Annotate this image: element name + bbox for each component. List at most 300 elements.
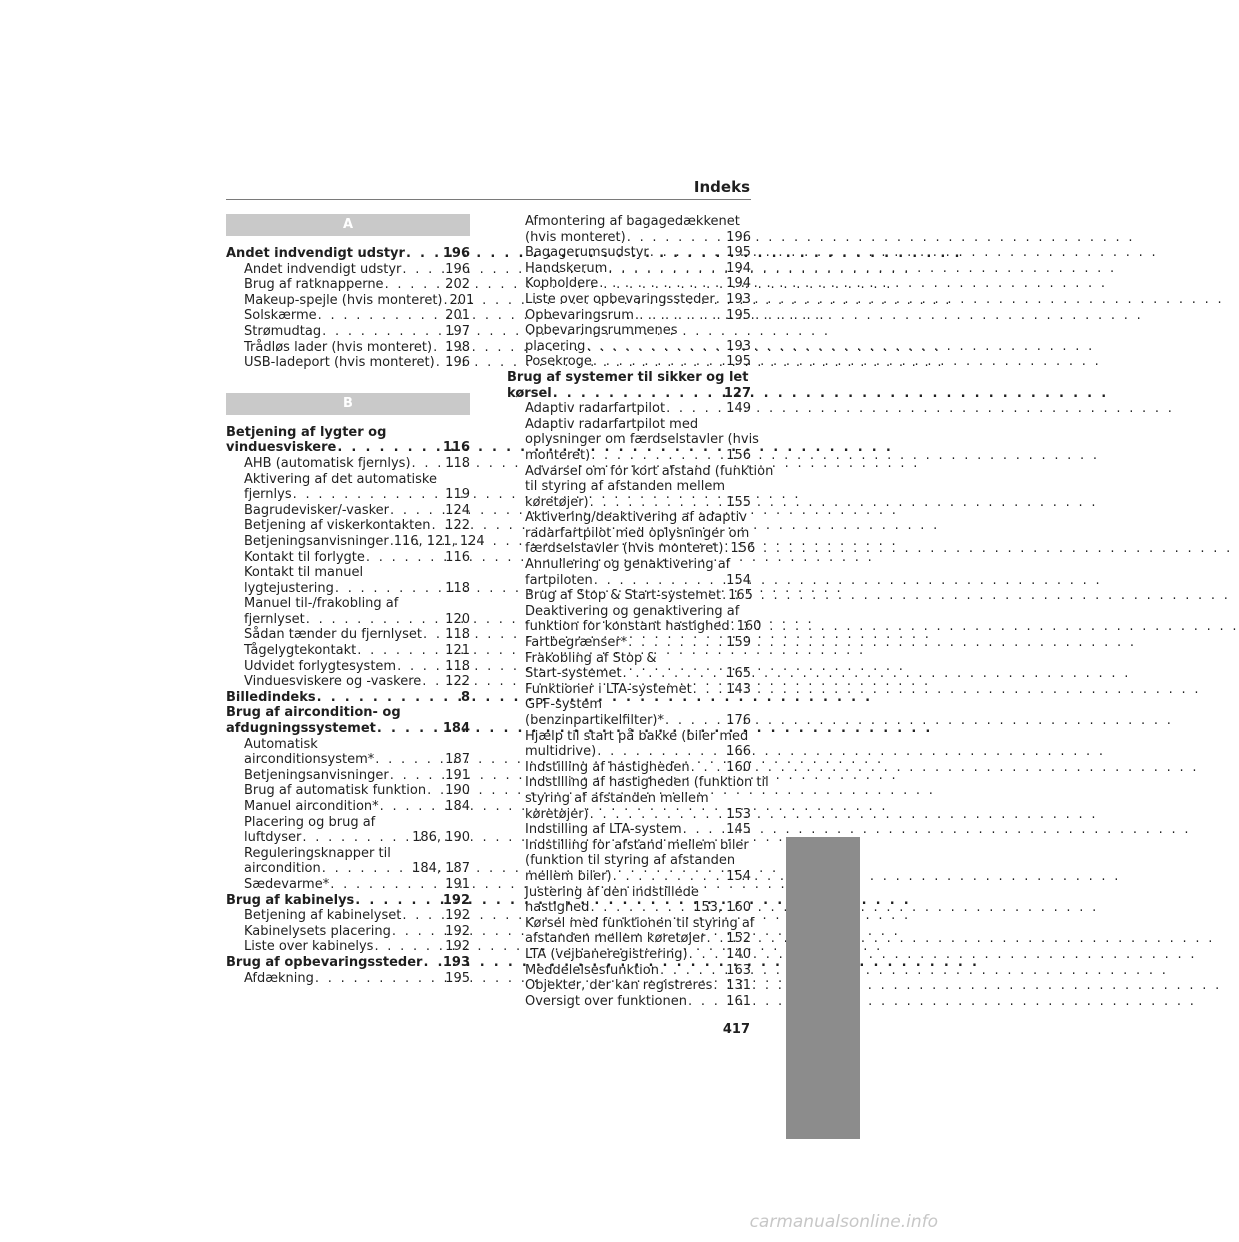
index-entry-sub[interactable] bbox=[226, 971, 470, 987]
dot-leader bbox=[612, 869, 727, 885]
index-entry-sub-line: (funktion til styring af afstanden bbox=[525, 853, 736, 869]
index-entry-sub[interactable] bbox=[226, 292, 475, 309]
index-entry-sub-line: Indstilling af hastigheden (funktion til bbox=[525, 775, 769, 791]
index-entry-sub-line: Opbevaringsrummenes bbox=[525, 323, 678, 339]
dot-leader bbox=[589, 900, 693, 916]
index-entry-sub[interactable] bbox=[507, 963, 751, 979]
dot-leader bbox=[552, 386, 724, 402]
entry-label: Udvidet forlygtesystem bbox=[244, 658, 397, 674]
entry-page: 196 bbox=[442, 246, 470, 261]
entry-page: 156 bbox=[726, 447, 751, 463]
dot-leader bbox=[626, 230, 726, 246]
index-entry-sub[interactable] bbox=[507, 401, 751, 417]
index-entry-sub[interactable] bbox=[507, 900, 751, 916]
entry-label: afstanden mellem køretøjer bbox=[525, 931, 706, 947]
entry-label: Brug af ratknapperne bbox=[244, 277, 384, 293]
dot-leader bbox=[384, 277, 446, 293]
entry-page: 166 bbox=[726, 744, 751, 760]
entry-label: Betjening af kabinelyset bbox=[244, 908, 402, 924]
index-entry-sub[interactable] bbox=[507, 495, 751, 511]
entry-page: 122 bbox=[445, 518, 470, 534]
dot-leader bbox=[379, 799, 446, 815]
entry-page: 124 bbox=[445, 502, 470, 518]
entry-label: køretøjer) bbox=[525, 806, 589, 822]
entry-label: fartpiloten bbox=[525, 572, 593, 588]
dot-leader bbox=[665, 401, 726, 417]
entry-label: fjernlyset bbox=[244, 611, 305, 627]
index-entry-main-line: Brug af systemer til sikker og let bbox=[507, 369, 749, 385]
dot-leader bbox=[589, 807, 727, 823]
index-entry-sub-line: Reguleringsknapper til bbox=[244, 845, 391, 861]
index-entry-sub[interactable] bbox=[507, 760, 751, 776]
dot-leader bbox=[592, 354, 726, 370]
dot-leader bbox=[321, 324, 445, 340]
index-column-left bbox=[226, 214, 485, 986]
index-entry-sub[interactable] bbox=[226, 908, 470, 924]
entry-label: Solskærme bbox=[244, 308, 317, 324]
dot-leader bbox=[316, 690, 461, 706]
index-entry-sub[interactable] bbox=[226, 768, 470, 784]
index-entry-sub[interactable] bbox=[507, 354, 751, 370]
entry-label: placering bbox=[525, 338, 586, 354]
index-entry-sub-line: til styring af afstanden mellem bbox=[525, 479, 726, 495]
entry-label: Brug af Stop & Start-systemet bbox=[525, 588, 722, 604]
index-entry-sub-line: Annullering og genaktivering af bbox=[525, 557, 731, 573]
entry-page: 161 bbox=[726, 993, 751, 1009]
entry-label: Andet indvendigt udstyr bbox=[226, 246, 405, 261]
index-entry-sub[interactable] bbox=[226, 830, 470, 846]
index-entry-sub[interactable] bbox=[226, 487, 470, 503]
dot-leader bbox=[354, 893, 443, 909]
index-entry-main-line: Brug af aircondition- og bbox=[226, 705, 401, 721]
entry-label: Liste over opbevaringssteder bbox=[525, 291, 715, 307]
entry-label: mellem biler) bbox=[525, 868, 612, 884]
letter-heading-b: B bbox=[226, 393, 470, 415]
entry-label: airconditionsystem* bbox=[244, 752, 375, 768]
entry-page: 118 bbox=[445, 580, 470, 596]
dot-leader bbox=[430, 518, 445, 534]
index-entry-sub[interactable] bbox=[226, 533, 485, 550]
entry-label: Billedindeks bbox=[226, 689, 316, 705]
entry-page: 155 bbox=[726, 494, 751, 510]
dot-leader bbox=[443, 293, 450, 309]
index-entry-main[interactable] bbox=[226, 690, 470, 706]
index-entry-main[interactable] bbox=[226, 893, 470, 909]
index-entry-sub-line: Aktivering/deaktivering af adaptiv bbox=[525, 510, 747, 526]
index-entry-sub[interactable] bbox=[507, 230, 751, 246]
entry-page: 201 bbox=[449, 292, 475, 308]
entry-page: 184, 187 bbox=[412, 861, 470, 877]
index-entry-sub[interactable] bbox=[226, 783, 470, 799]
index-entry-sub[interactable] bbox=[226, 861, 470, 877]
entry-page: 196 bbox=[445, 355, 470, 371]
dot-leader bbox=[723, 541, 730, 557]
entry-page: 201 bbox=[445, 308, 470, 324]
entry-page: 121 bbox=[445, 643, 470, 659]
entry-page: 154 bbox=[726, 868, 751, 884]
entry-page: 195 bbox=[445, 970, 470, 986]
dot-leader bbox=[396, 659, 445, 675]
entry-page: 192 bbox=[445, 923, 470, 939]
dot-leader bbox=[712, 978, 726, 994]
dot-leader bbox=[590, 448, 726, 464]
entry-label: Handskerum bbox=[525, 260, 608, 276]
dot-leader bbox=[622, 666, 727, 682]
dot-leader bbox=[356, 643, 445, 659]
index-entry-sub[interactable] bbox=[507, 588, 751, 604]
entry-page: 184 bbox=[445, 799, 470, 814]
entry-label: hastighed bbox=[525, 900, 590, 916]
entry-label: Sædevarme* bbox=[244, 876, 330, 892]
index-entry-sub[interactable] bbox=[507, 947, 751, 963]
entry-page: 198 bbox=[445, 339, 470, 355]
entry-label: Trådløs lader (hvis monteret) bbox=[244, 339, 433, 355]
entry-label: Meddelelsesfunktion bbox=[525, 962, 659, 978]
entry-page: 116, 121, 124 bbox=[393, 533, 485, 549]
entry-label: multidrive) bbox=[525, 744, 597, 760]
entry-label: aircondition bbox=[244, 861, 321, 877]
entry-label: funktion for konstant hastighed bbox=[525, 619, 730, 635]
entry-page: 153 bbox=[726, 806, 751, 822]
index-entry-sub[interactable] bbox=[507, 666, 751, 682]
index-entry-main[interactable] bbox=[226, 246, 470, 262]
entry-page: 193 bbox=[726, 338, 751, 354]
entry-label: Start-systemet bbox=[525, 666, 622, 682]
index-entry-sub-line: Afmontering af bagagedækkenet bbox=[525, 214, 740, 229]
entry-page: 191 bbox=[445, 767, 470, 783]
entry-page: 154 bbox=[726, 572, 751, 588]
index-entry-sub[interactable] bbox=[226, 627, 470, 643]
entry-page: 8 bbox=[460, 689, 470, 705]
index-entry-sub-line: Advarsel om for kort afstand (funktion bbox=[525, 463, 774, 479]
dot-leader bbox=[292, 487, 446, 503]
entry-page: 165 bbox=[728, 588, 753, 604]
index-entry-sub[interactable] bbox=[226, 674, 470, 690]
entry-label: fjernlys bbox=[244, 487, 292, 503]
entry-label: Opbevaringsrum bbox=[525, 307, 634, 323]
dot-leader bbox=[389, 503, 445, 519]
index-entry-sub[interactable] bbox=[226, 752, 470, 768]
dot-leader bbox=[329, 877, 445, 893]
index-entry-sub[interactable] bbox=[507, 807, 751, 823]
dot-leader bbox=[334, 581, 445, 597]
letter-heading-a: A bbox=[226, 214, 470, 236]
entry-label: Tågelygtekontakt bbox=[244, 643, 357, 659]
index-entry-sub[interactable] bbox=[226, 518, 470, 534]
entry-label: Brug af automatisk funktion bbox=[244, 783, 427, 799]
dot-leader bbox=[649, 245, 726, 261]
entry-page: 192 bbox=[445, 939, 470, 955]
entry-page: 127 bbox=[723, 385, 751, 401]
index-entry-sub[interactable] bbox=[226, 924, 470, 940]
index-entry-sub[interactable] bbox=[226, 581, 470, 597]
entry-page: 131 bbox=[726, 978, 751, 994]
index-entry-sub-line: Adaptiv radarfartpilot med bbox=[525, 416, 699, 432]
dot-leader bbox=[301, 830, 412, 846]
entry-label: Vinduesviskere og -vaskere bbox=[244, 674, 422, 690]
index-entry-sub-line: Placering og brug af bbox=[244, 814, 376, 830]
entry-page: 193 bbox=[726, 291, 751, 307]
entry-label: Oversigt over funktionen bbox=[525, 993, 687, 1009]
dot-leader bbox=[589, 495, 727, 511]
entry-page: 194 bbox=[726, 260, 751, 276]
index-entry-sub-line: Frakobling af Stop & bbox=[525, 650, 657, 666]
entry-label: Kontakt til forlygte bbox=[244, 549, 365, 565]
entry-page: 156 bbox=[730, 541, 756, 557]
page-number: 417 bbox=[722, 1022, 750, 1037]
index-entry-sub-line: radarfartpilot med oplysninger om bbox=[525, 525, 750, 541]
index-entry-sub[interactable] bbox=[507, 994, 751, 1010]
page-header-title: Indeks bbox=[693, 178, 750, 196]
entry-label: Indstilling af hastigheden bbox=[525, 759, 690, 775]
dot-leader bbox=[607, 261, 726, 277]
dot-leader bbox=[715, 292, 726, 308]
watermark: carmanualsonline.info bbox=[749, 1212, 938, 1232]
entry-page: 118 bbox=[445, 455, 470, 471]
index-entry-sub-line: oplysninger om færdselstavler (hvis bbox=[525, 432, 759, 448]
dot-leader bbox=[721, 588, 728, 604]
index-entry-sub-line: styring af afstanden mellem bbox=[525, 790, 709, 806]
entry-page: 195 bbox=[726, 245, 751, 261]
entry-label: Bagrudevisker/-vasker bbox=[244, 502, 390, 518]
entry-page: 152 bbox=[726, 931, 751, 947]
entry-label: Sådan tænder du fjernlyset bbox=[244, 627, 422, 643]
entry-label: Afdækning bbox=[244, 970, 314, 986]
entry-page: 163 bbox=[726, 962, 751, 978]
dot-leader bbox=[422, 955, 442, 971]
dot-leader bbox=[401, 908, 445, 924]
entry-page: 118 bbox=[445, 627, 470, 643]
index-entry-sub-line: Kørsel med funktionen til styring af bbox=[525, 915, 755, 931]
entry-page: 160 bbox=[726, 759, 751, 775]
index-entry-sub[interactable] bbox=[507, 619, 762, 635]
index-entry-sub[interactable] bbox=[507, 541, 756, 557]
dot-leader bbox=[373, 939, 445, 955]
entry-page: 191 bbox=[445, 876, 470, 892]
dot-leader bbox=[317, 308, 446, 324]
dot-leader bbox=[421, 674, 445, 690]
index-entry-sub[interactable] bbox=[507, 276, 751, 292]
entry-page: 196 bbox=[726, 229, 751, 245]
index-entry-sub[interactable] bbox=[507, 448, 751, 464]
entry-label: LTA (vejbaneregistrering) bbox=[525, 946, 688, 962]
entry-page: 159 bbox=[726, 635, 751, 651]
entry-label: lygtejustering bbox=[244, 580, 334, 596]
dot-leader bbox=[336, 440, 443, 456]
dot-leader bbox=[692, 682, 727, 698]
entry-label: Betjeningsanvisninger bbox=[244, 533, 389, 549]
chapter-side-tab bbox=[786, 837, 860, 1139]
entry-label: Fartbegrænser* bbox=[525, 635, 628, 651]
index-entry-sub[interactable] bbox=[507, 822, 751, 838]
index-entry-sub[interactable] bbox=[226, 659, 470, 675]
entry-label: monteret) bbox=[525, 447, 591, 463]
index-entry-sub-line: Justering af den indstillede bbox=[525, 884, 699, 900]
entry-label: Brug af opbevaringssteder bbox=[226, 954, 423, 970]
dot-leader bbox=[401, 262, 445, 278]
dot-leader bbox=[634, 308, 726, 324]
index-entry-sub[interactable] bbox=[507, 261, 751, 277]
index-entry-sub-line: GPF-system bbox=[525, 697, 603, 713]
entry-label: Objekter, der kan registreres bbox=[525, 978, 713, 994]
index-entry-sub[interactable] bbox=[226, 324, 470, 340]
index-entry-sub[interactable] bbox=[507, 978, 751, 994]
index-entry-sub[interactable] bbox=[507, 931, 751, 947]
entry-page: 153, 160 bbox=[693, 900, 751, 916]
index-entry-sub[interactable] bbox=[226, 456, 470, 472]
entry-page: 116 bbox=[445, 549, 470, 565]
entry-label: afdugningssystemet bbox=[226, 721, 376, 737]
index-entry-sub[interactable] bbox=[226, 643, 470, 659]
entry-label: færdselstavler (hvis monteret) bbox=[525, 541, 724, 557]
entry-page: 194 bbox=[726, 276, 751, 292]
dot-leader bbox=[627, 635, 726, 651]
index-entry-main[interactable] bbox=[226, 721, 470, 737]
dot-leader bbox=[659, 963, 726, 979]
entry-page: 193 bbox=[442, 954, 470, 970]
index-entry-sub-line: Deaktivering og genaktivering af bbox=[525, 603, 740, 619]
index-entry-sub[interactable] bbox=[226, 355, 470, 371]
index-entry-sub[interactable] bbox=[507, 308, 751, 324]
entry-page: 195 bbox=[726, 307, 751, 323]
entry-label: Brug af kabinelys bbox=[226, 892, 355, 908]
index-entry-sub[interactable] bbox=[507, 339, 751, 355]
entry-label: Kopholdere bbox=[525, 276, 599, 292]
entry-page: 190 bbox=[445, 783, 470, 799]
entry-page: 140 bbox=[726, 946, 751, 962]
dot-leader bbox=[596, 744, 726, 760]
index-entry-main-line: Betjening af lygter og bbox=[226, 424, 387, 440]
entry-page: 187 bbox=[445, 752, 470, 768]
dot-leader bbox=[730, 619, 737, 635]
entry-page: 176 bbox=[726, 713, 751, 728]
entry-label: Liste over kabinelys bbox=[244, 939, 374, 955]
entry-label: Adaptiv radarfartpilot bbox=[525, 401, 666, 417]
entry-label: AHB (automatisk fjernlys) bbox=[244, 455, 411, 471]
dot-leader bbox=[585, 339, 726, 355]
entry-page: 186, 190 bbox=[412, 830, 470, 846]
index-entry-sub[interactable] bbox=[226, 550, 470, 566]
entry-label: Posekroge bbox=[525, 354, 592, 370]
entry-label: Betjeningsanvisninger bbox=[244, 767, 389, 783]
index-entry-sub[interactable] bbox=[507, 292, 751, 308]
header-divider bbox=[226, 199, 751, 200]
dot-leader bbox=[426, 783, 445, 799]
index-entry-main[interactable] bbox=[226, 955, 470, 971]
index-entry-sub[interactable] bbox=[507, 744, 751, 760]
index-entry-sub[interactable] bbox=[226, 308, 470, 324]
dot-leader bbox=[705, 931, 726, 947]
entry-page: 165 bbox=[726, 666, 751, 682]
dot-leader bbox=[376, 721, 443, 737]
dot-leader bbox=[687, 994, 726, 1010]
index-entry-main[interactable] bbox=[226, 440, 470, 456]
entry-label: Funktioner i LTA-systemet bbox=[525, 681, 692, 697]
entry-page: 197 bbox=[445, 323, 470, 339]
dot-leader bbox=[593, 573, 726, 589]
entry-page: 160 bbox=[736, 619, 762, 635]
entry-label: (benzinpartikelfilter)* bbox=[525, 713, 664, 728]
entry-page: 116 bbox=[442, 440, 470, 456]
entry-page: 195 bbox=[726, 354, 751, 370]
index-entry-sub-line: Aktivering af det automatiske bbox=[244, 471, 437, 487]
index-entry-sub[interactable] bbox=[507, 682, 751, 698]
entry-page: 118 bbox=[445, 658, 470, 674]
dot-leader bbox=[305, 612, 445, 628]
entry-page: 192 bbox=[445, 908, 470, 924]
index-entry-sub[interactable] bbox=[507, 635, 751, 651]
dot-leader bbox=[411, 456, 446, 472]
entry-label: Makeup-spejle (hvis monteret) bbox=[244, 292, 443, 308]
entry-label: Kabinelysets placering bbox=[244, 923, 391, 939]
entry-label: USB-ladeport (hvis monteret) bbox=[244, 355, 435, 371]
entry-page: 145 bbox=[726, 822, 751, 838]
entry-label: kørsel bbox=[507, 385, 552, 401]
entry-label: Bagagerumsudstyr bbox=[525, 245, 649, 261]
dot-leader bbox=[314, 971, 445, 987]
dot-leader bbox=[405, 246, 443, 262]
entry-page: 122 bbox=[445, 674, 470, 690]
entry-page: 202 bbox=[445, 277, 470, 293]
entry-page: 120 bbox=[445, 611, 470, 627]
entry-page: 119 bbox=[445, 487, 470, 503]
index-entry-sub[interactable] bbox=[226, 877, 470, 893]
dot-leader bbox=[365, 550, 445, 566]
entry-label: luftdyser bbox=[244, 830, 302, 846]
index-entry-sub[interactable] bbox=[226, 277, 470, 293]
index-entry-sub[interactable] bbox=[226, 503, 470, 519]
index-column-right bbox=[507, 214, 774, 1009]
dot-leader bbox=[422, 627, 445, 643]
index-entry-sub-line: Kontakt til manuel bbox=[244, 565, 364, 581]
entry-label: Andet indvendigt udstyr bbox=[244, 261, 402, 277]
dot-leader bbox=[389, 768, 445, 784]
index-entry-sub-line: Automatisk bbox=[244, 736, 318, 752]
entry-page: 184 bbox=[442, 721, 470, 737]
index-entry-sub[interactable] bbox=[226, 262, 470, 278]
entry-label: Betjening af viskerkontakten bbox=[244, 518, 431, 534]
index-entry-sub[interactable] bbox=[507, 245, 751, 261]
entry-label: (hvis monteret) bbox=[525, 229, 626, 245]
index-entry-sub[interactable] bbox=[507, 869, 751, 885]
index-entry-main[interactable] bbox=[507, 386, 751, 402]
index-entry-sub-line: Hjælp til start på bakke (biler med bbox=[525, 728, 749, 744]
entry-page: 192 bbox=[442, 892, 470, 908]
entry-page: 196 bbox=[445, 261, 470, 277]
dot-leader bbox=[688, 947, 727, 963]
entry-page: 149 bbox=[726, 401, 751, 417]
dot-leader bbox=[374, 752, 445, 768]
dot-leader bbox=[321, 861, 412, 877]
dot-leader bbox=[598, 276, 726, 292]
dot-leader bbox=[432, 340, 445, 356]
entry-label: køretøjer) bbox=[525, 494, 589, 510]
dot-leader bbox=[391, 924, 445, 940]
entry-label: vinduesviskere bbox=[226, 440, 337, 456]
index-entry-sub[interactable] bbox=[226, 340, 470, 356]
index-entry-sub-line: Manuel til-/frakobling af bbox=[244, 596, 399, 612]
dot-leader bbox=[435, 355, 445, 371]
index-entry-sub[interactable] bbox=[226, 799, 470, 815]
dot-leader bbox=[690, 760, 727, 776]
index-entry-sub[interactable] bbox=[226, 612, 470, 628]
index-entry-sub[interactable] bbox=[507, 713, 751, 729]
entry-page: 143 bbox=[726, 681, 751, 697]
index-entry-sub[interactable] bbox=[507, 573, 751, 589]
index-entry-sub-line: Indstilling for afstand mellem biler bbox=[525, 837, 749, 853]
dot-leader bbox=[664, 713, 726, 729]
index-entry-sub[interactable] bbox=[226, 939, 470, 955]
